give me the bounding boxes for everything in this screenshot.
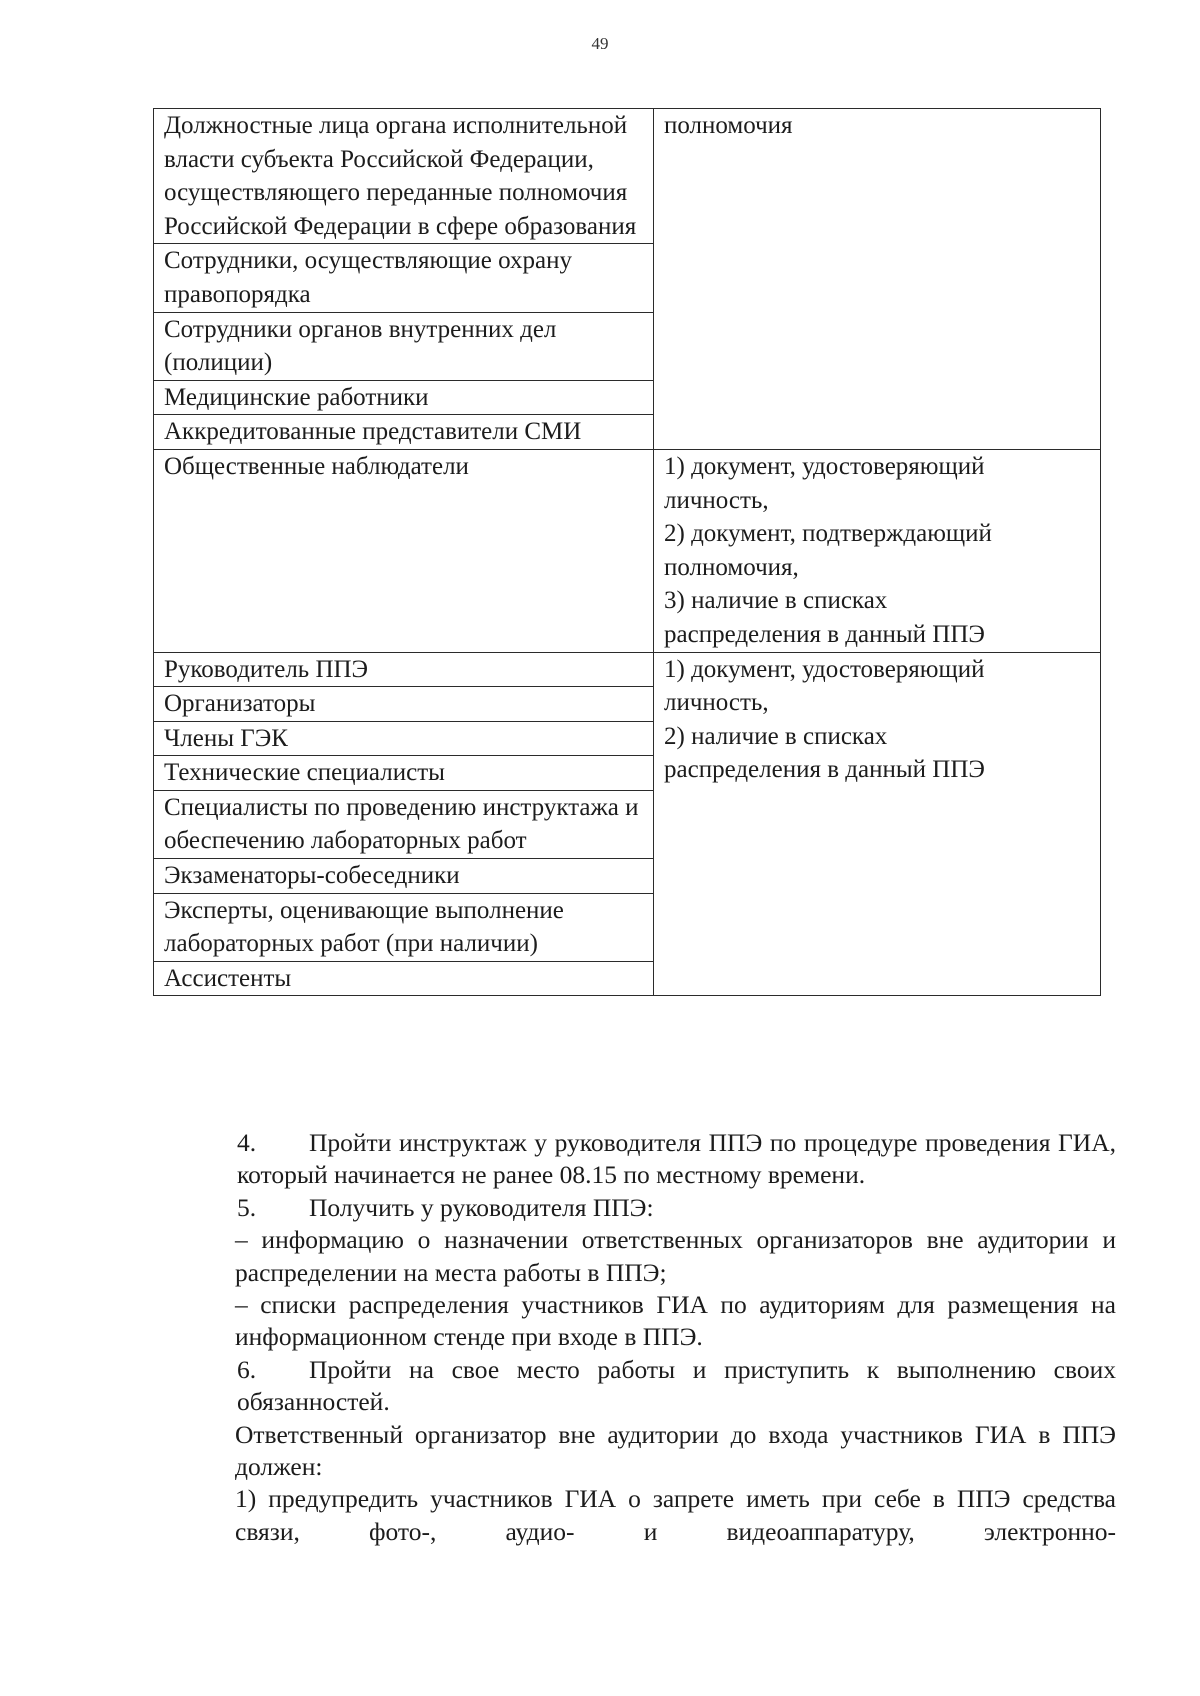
- document-line: 1) документ, удостоверяющий: [664, 655, 985, 683]
- document-line: личность,: [664, 486, 769, 514]
- document-line: 2) наличие в списках: [664, 722, 888, 750]
- table-cell-role: Руководитель ППЭ: [154, 652, 654, 687]
- document-line: 3) наличие в списках: [664, 587, 888, 615]
- access-documents-table: [153, 108, 1101, 996]
- table-cell-role: Сотрудники органов внутренних дел (полиции): [154, 312, 654, 380]
- table-cell-role: Ассистенты: [154, 961, 654, 996]
- paragraph-item-5: [163, 1192, 1116, 1224]
- paragraph-dash-2: – списки распределения участников ГИА по аудиториям для размещения на информационном стенде при входе в ППЭ.: [235, 1290, 1116, 1352]
- table-row: [154, 449, 1101, 652]
- document-line: личность,: [664, 689, 769, 717]
- table-cell-role: Аккредитованные представители СМИ: [154, 415, 654, 450]
- table-row: [154, 109, 1101, 244]
- table-cell-documents: [654, 652, 1101, 996]
- item-text: Пройти на свое место работы и приступить к выполнению своих обязанностей.: [237, 1354, 1116, 1417]
- table-cell-role: Сотрудники, осуществляющие охрану правопорядка: [154, 244, 654, 312]
- table-cell-documents: полномочия: [654, 109, 1101, 450]
- table-cell-role: Эксперты, оценивающие выполнение лабораторных работ (при наличии): [154, 893, 654, 961]
- table-cell-role: Экзаменаторы-собеседники: [154, 859, 654, 894]
- table-row: [154, 652, 1101, 687]
- item-text: Получить у руководителя ППЭ:: [309, 1192, 654, 1222]
- table-cell-role: Технические специалисты: [154, 756, 654, 791]
- document-line: 2) документ, подтверждающий: [664, 520, 992, 548]
- table-cell-role: Члены ГЭК: [154, 721, 654, 756]
- table-cell-role: Должностные лица органа исполнительной власти субъекта Российской Федерации, осуществляющего переданные полномочия Российской Федерации в сфере образования: [154, 109, 654, 244]
- item-number: 5.: [237, 1192, 257, 1222]
- paragraph-dash-1: – информацию о назначении ответственных организаторов вне аудитории и распределении на места работы в ППЭ;: [235, 1225, 1116, 1287]
- item-text: Пройти инструктаж у руководителя ППЭ по процедуре проведения ГИА, который начинается не ранее 08.15 по местному времени.: [237, 1128, 1116, 1190]
- item-number: 4.: [237, 1128, 257, 1157]
- body-text: [163, 1127, 1116, 1548]
- document-line: распределения в данный ППЭ: [664, 756, 985, 784]
- table-cell-role: Общественные наблюдатели: [154, 449, 654, 652]
- document-line: 1) документ, удостоверяющий: [664, 452, 985, 480]
- paragraph-item-4: [163, 1127, 1116, 1192]
- paragraph-intro: Ответственный организатор вне аудитории до входа участников ГИА в ППЭ должен:: [235, 1419, 1116, 1482]
- page-number: 49: [591, 34, 609, 53]
- paragraph-sub-1: 1) предупредить участников ГИА о запрете иметь при себе в ППЭ средства связи, фото-, аудио- и видеоаппаратуру, электронно-: [235, 1484, 1116, 1546]
- document-line: распределения в данный ППЭ: [664, 620, 985, 648]
- paragraph-item-6: [163, 1354, 1116, 1419]
- table-cell-role: Медицинские работники: [154, 380, 654, 415]
- table-cell-documents: [654, 449, 1101, 652]
- table-cell-role: Специалисты по проведению инструктажа и обеспечению лабораторных работ: [154, 790, 654, 858]
- item-number: 6.: [237, 1354, 257, 1384]
- document-line: полномочия,: [664, 553, 799, 581]
- table-cell-role: Организаторы: [154, 687, 654, 722]
